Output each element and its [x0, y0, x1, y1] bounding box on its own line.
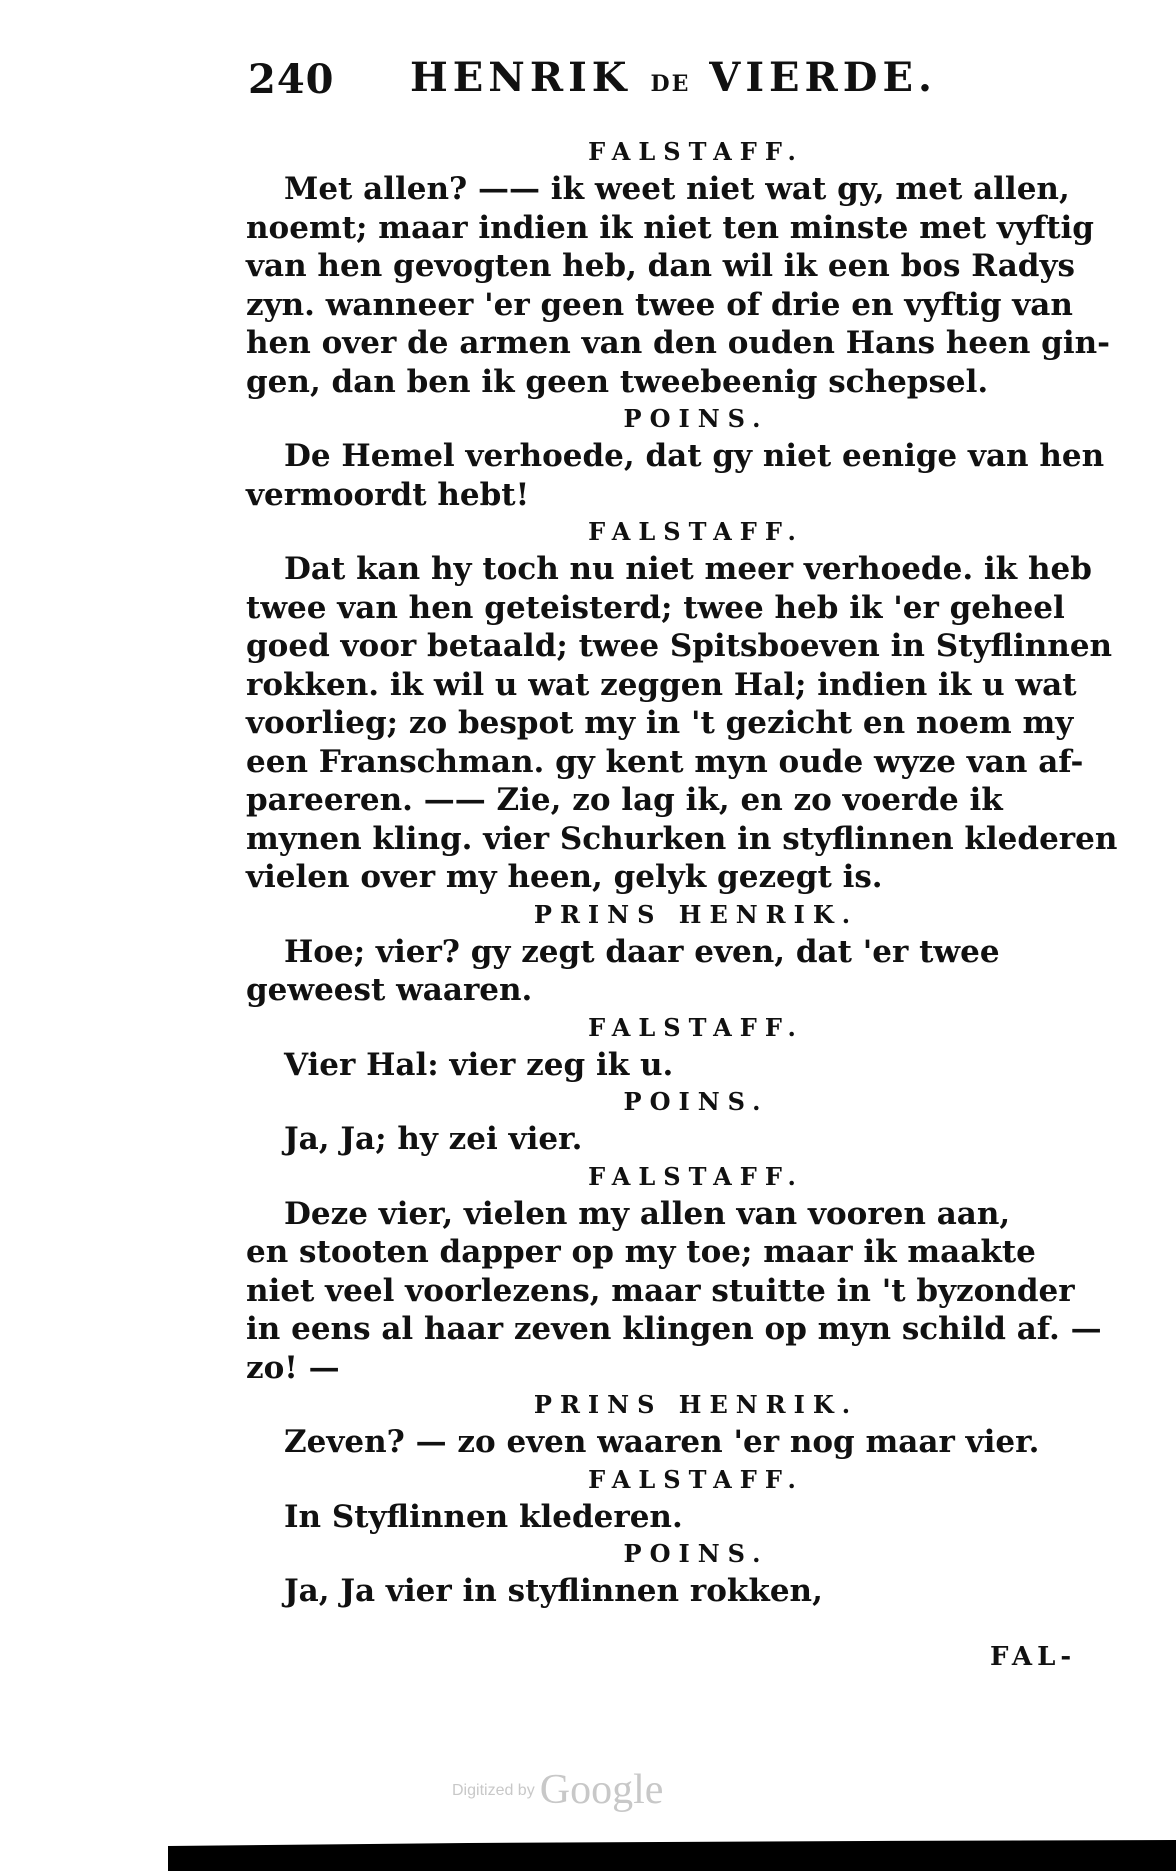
speaker-name: PRINS HENRIK.	[533, 899, 859, 929]
speech-block	[246, 1572, 1086, 1611]
speech-line: niet veel voorlezens, maar stuitte in 't byzonder	[246, 1272, 1075, 1309]
scan-edge-bar	[168, 1840, 1176, 1871]
speech-block	[246, 550, 1118, 897]
speech-line: en stooten dapper op my toe; maar ik maakte	[246, 1234, 1036, 1270]
speech-line: Deze vier, vielen my allen van vooren aan,	[284, 1195, 1011, 1232]
running-title-part2: DE	[650, 71, 691, 97]
speech-line: Zeven? — zo even waaren 'er nog maar vier.	[284, 1424, 1040, 1460]
speech-line: zo! —	[246, 1349, 340, 1386]
speech-line: Ja, Ja vier in styflinnen rokken,	[284, 1573, 823, 1609]
speaker-name: FALSTAFF.	[588, 517, 804, 546]
speaker-name: POINS.	[623, 1539, 769, 1568]
watermark-prefix: Digitized by	[452, 1782, 535, 1799]
speech-block	[246, 1046, 1086, 1085]
speaker-name: FALSTAFF.	[588, 1012, 804, 1042]
speech-line: goed voor betaald; twee Spitsboeven in Styflinnen	[246, 628, 1113, 664]
page-number: 240	[248, 56, 335, 103]
speech-block	[246, 1195, 1102, 1388]
speech-line: geweest waaren.	[246, 972, 533, 1008]
catchword: FAL-	[990, 1642, 1077, 1672]
speaker-name: POINS.	[623, 404, 769, 433]
speaker-name: FALSTAFF.	[588, 1161, 804, 1191]
speech-line: mynen kling. vier Schurken in styflinnen klederen	[246, 820, 1118, 857]
speech-line: Ja, Ja; hy zei vier.	[284, 1121, 583, 1157]
speaker-name: POINS.	[623, 1087, 769, 1116]
speech-line: zyn. wanneer 'er geen twee of drie en vyftig van	[246, 286, 1073, 323]
speech-line: gen, dan ben ik geen tweebeenig schepsel.	[246, 363, 989, 400]
speech-block	[246, 1498, 1086, 1537]
speech-line: van hen gevogten heb, dan wil ik een bos Radys	[246, 248, 1075, 284]
watermark-brand: Google	[539, 1767, 664, 1813]
speech-line: Hoe; vier? gy zegt daar even, dat 'er twee	[284, 933, 1000, 970]
running-title-part3: VIERDE.	[709, 54, 937, 101]
running-title	[410, 54, 937, 101]
play-text	[246, 134, 1118, 1611]
speech-block	[246, 1120, 1086, 1159]
speech-line: Met allen? —— ik weet niet wat gy, met allen,	[284, 171, 1070, 207]
speech-line: noemt; maar indien ik niet ten minste met vyftig	[246, 209, 1094, 246]
speaker-name: FALSTAFF.	[588, 137, 804, 166]
speech-line: voorlieg; zo bespot my in 't gezicht en noem my	[246, 705, 1074, 741]
speech-block	[246, 1423, 1086, 1462]
speech-block	[246, 437, 1105, 514]
running-title-part1: HENRIK	[410, 54, 632, 101]
digitized-watermark	[452, 1766, 732, 1816]
speaker-name: PRINS HENRIK.	[533, 1390, 859, 1419]
speech-line: De Hemel verhoede, dat gy niet eenige van hen	[284, 438, 1105, 474]
speech-line: hen over de armen van den ouden Hans heen gin-	[246, 325, 1111, 361]
speech-line: Vier Hal: vier zeg ik u.	[284, 1046, 674, 1083]
page-header	[240, 48, 937, 108]
speech-line: Dat kan hy toch nu niet meer verhoede. ik heb	[284, 551, 1092, 587]
speech-line: twee van hen geteisterd; twee heb ik 'er geheel	[246, 589, 1065, 626]
speech-line: rokken. ik wil u wat zeggen Hal; indien ik u wat	[246, 666, 1077, 703]
speech-line: pareeren. —— Zie, zo lag ik, en zo voerde ik	[246, 782, 1003, 818]
speech-block	[246, 170, 1111, 401]
speech-block	[246, 933, 1086, 1010]
speech-line: een Franschman. gy kent myn oude wyze van af-	[246, 743, 1084, 780]
speech-line: vielen over my heen, gelyk gezegt is.	[246, 859, 883, 895]
speech-line: in eens al haar zeven klingen op myn schild af. —	[246, 1311, 1102, 1347]
speech-line: vermoordt hebt!	[246, 476, 530, 513]
speech-line: In Styflinnen klederen.	[284, 1498, 683, 1535]
speaker-name: FALSTAFF.	[588, 1464, 804, 1494]
